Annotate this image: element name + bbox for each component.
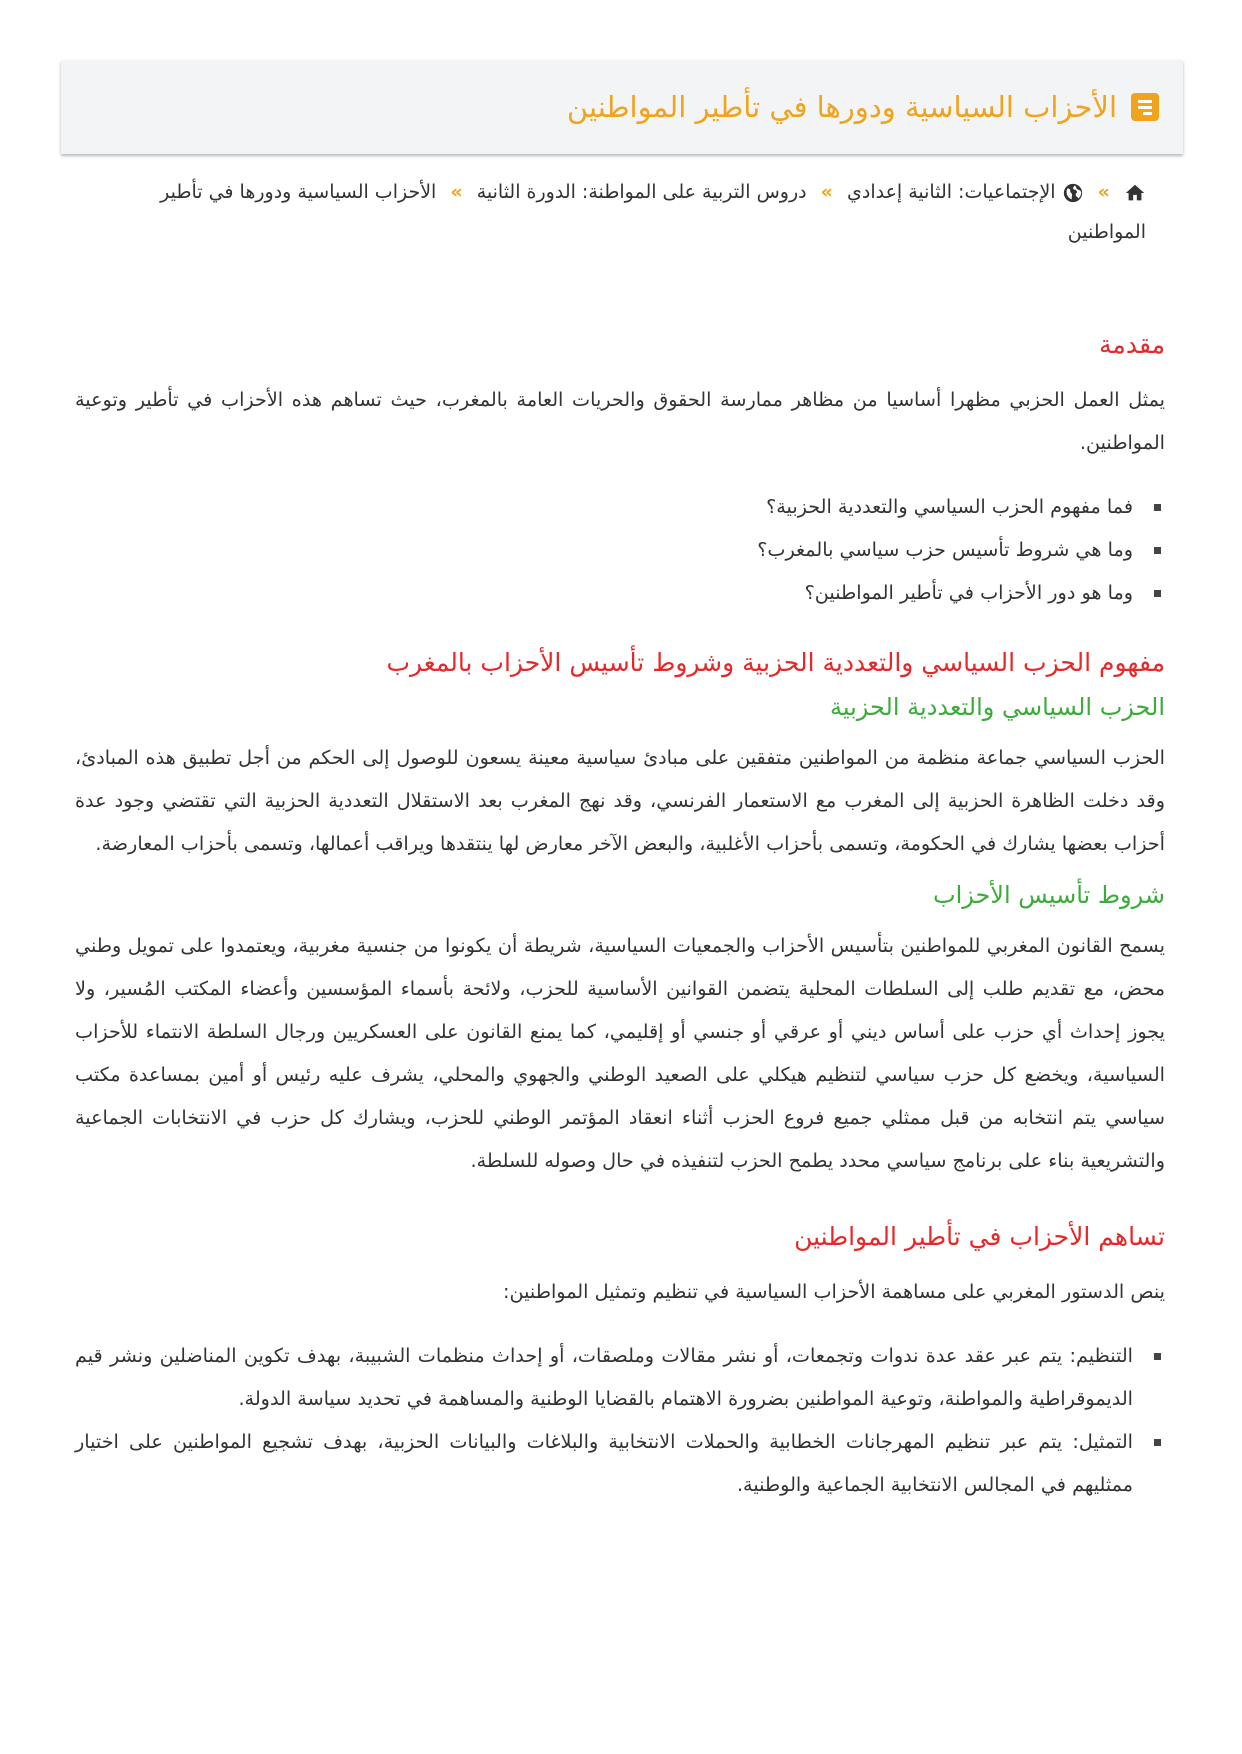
intro-questions-list — [75, 485, 1165, 614]
breadcrumb-item-course[interactable]: دروس التربية على المواطنة: الدورة الثانية — [476, 181, 807, 203]
section2-heading: تساهم الأحزاب في تأطير المواطنين — [794, 1222, 1165, 1251]
section1-sub2-paragraph: يسمح القانون المغربي للمواطنين بتأسيس الأحزاب والجمعيات السياسية، شريطة أن يكونوا من جنسية مغربية، ويعتمدوا على تمويل وطني محض، مع تقديم طلب إلى السلطات المحلية يتضمن القوانين الأساسية للحزب، ولائحة بأسماء المؤسسين وأعضاء المكتب المُسير، ولا يجوز إحداث أي حزب على أساس ديني أو عرقي أو جنسي أو إقليمي، كما يمنع القانون على العسكريين ورجال السلطة الانتماء للأحزاب السياسية، ويخضع كل حزب سياسي لتنظيم هيكلي على الصعيد الوطني والجهوي والمحلي، يشرف عليه رئيس أو أمين بمساعدة مكتب سياسي يتم انتخابه من قبل ممثلي جميع فروع الحزب أثناء انعقاد المؤتمر الوطني للحزب، ويشارك كل حزب في الانتخابات الجماعية والتشريعية بناء على برنامج سياسي محدد يطمح الحزب لتنفيذه في حال وصوله للسلطة. — [75, 934, 1165, 1172]
home-icon[interactable] — [1124, 182, 1146, 204]
section1-sub1-paragraph: الحزب السياسي جماعة منظمة من المواطنين متفقين على مبادئ سياسية معينة يسعون للوصول إلى الحكم من أجل تطبيق هذه المبادئ، وقد دخلت الظاهرة الحزبية إلى المغرب مع الاستعمار الفرنسي، وقد نهج المغرب بعد الاستقلال التعددية الحزبية التي تقتضي وجود عدة أحزاب بعضها يشارك في الحكومة، وتسمى بأحزاب الأغلبية، والبعض الآخر معارض لها ينتقدها ويراقب أعمالها، وتسمى بأحزاب المعارضة. — [75, 746, 1165, 855]
list-item: فما مفهوم الحزب السياسي والتعددية الحزبية؟ — [75, 485, 1165, 528]
intro-heading: مقدمة — [1099, 330, 1165, 359]
breadcrumb — [146, 172, 1146, 252]
breadcrumb-item-current: الأحزاب السياسية ودورها في تأطير المواطنين — [160, 181, 1146, 243]
page-title: الأحزاب السياسية ودورها في تأطير المواطنين — [566, 90, 1117, 124]
globe-icon — [1062, 182, 1084, 204]
section2-paragraph: ينص الدستور المغربي على مساهمة الأحزاب السياسية في تنظيم وتمثيل المواطنين: — [503, 1280, 1165, 1303]
breadcrumb-separator: » — [450, 181, 463, 203]
section1-heading: مفهوم الحزب السياسي والتعددية الحزبية وشروط تأسيس الأحزاب بالمغرب — [386, 648, 1165, 677]
breadcrumb-item-grade[interactable]: الإجتماعيات: الثانية إعدادي — [846, 181, 1056, 203]
list-item: التنظيم: يتم عبر عقد عدة ندوات وتجمعات، أو نشر مقالات وملصقات، أو إحداث منظمات الشبيبة، بهدف تكوين المناضلين ونشر قيم الديموقراطية والمواطنة، وتوعية المواطنين بضرورة الاهتمام بالقضايا الوطنية والمساهمة في تحديد سياسة الدولة. — [75, 1334, 1165, 1420]
section1-sub2-heading: شروط تأسيس الأحزاب — [932, 881, 1165, 909]
breadcrumb-separator: » — [820, 181, 833, 203]
document-icon — [1131, 93, 1159, 121]
page-header — [61, 60, 1183, 154]
breadcrumb-home[interactable] — [1118, 181, 1146, 203]
lesson-content — [75, 330, 1165, 1506]
intro-paragraph: يمثل العمل الحزبي مظهرا أساسيا من مظاهر ممارسة الحقوق والحريات العامة بالمغرب، حيث تساهم هذه الأحزاب في تأطير وتوعية المواطنين. — [75, 388, 1165, 454]
section2-list — [75, 1334, 1165, 1506]
list-item: وما هو دور الأحزاب في تأطير المواطنين؟ — [75, 571, 1165, 614]
section1-sub1-heading: الحزب السياسي والتعددية الحزبية — [830, 693, 1165, 721]
breadcrumb-separator: » — [1097, 181, 1110, 203]
list-item: وما هي شروط تأسيس حزب سياسي بالمغرب؟ — [75, 528, 1165, 571]
list-item: التمثيل: يتم عبر تنظيم المهرجانات الخطابية والحملات الانتخابية والبلاغات والبيانات الحزبية، بهدف تشجيع المواطنين على اختيار ممثليهم في المجالس الانتخابية الجماعية والوطنية. — [75, 1420, 1165, 1506]
